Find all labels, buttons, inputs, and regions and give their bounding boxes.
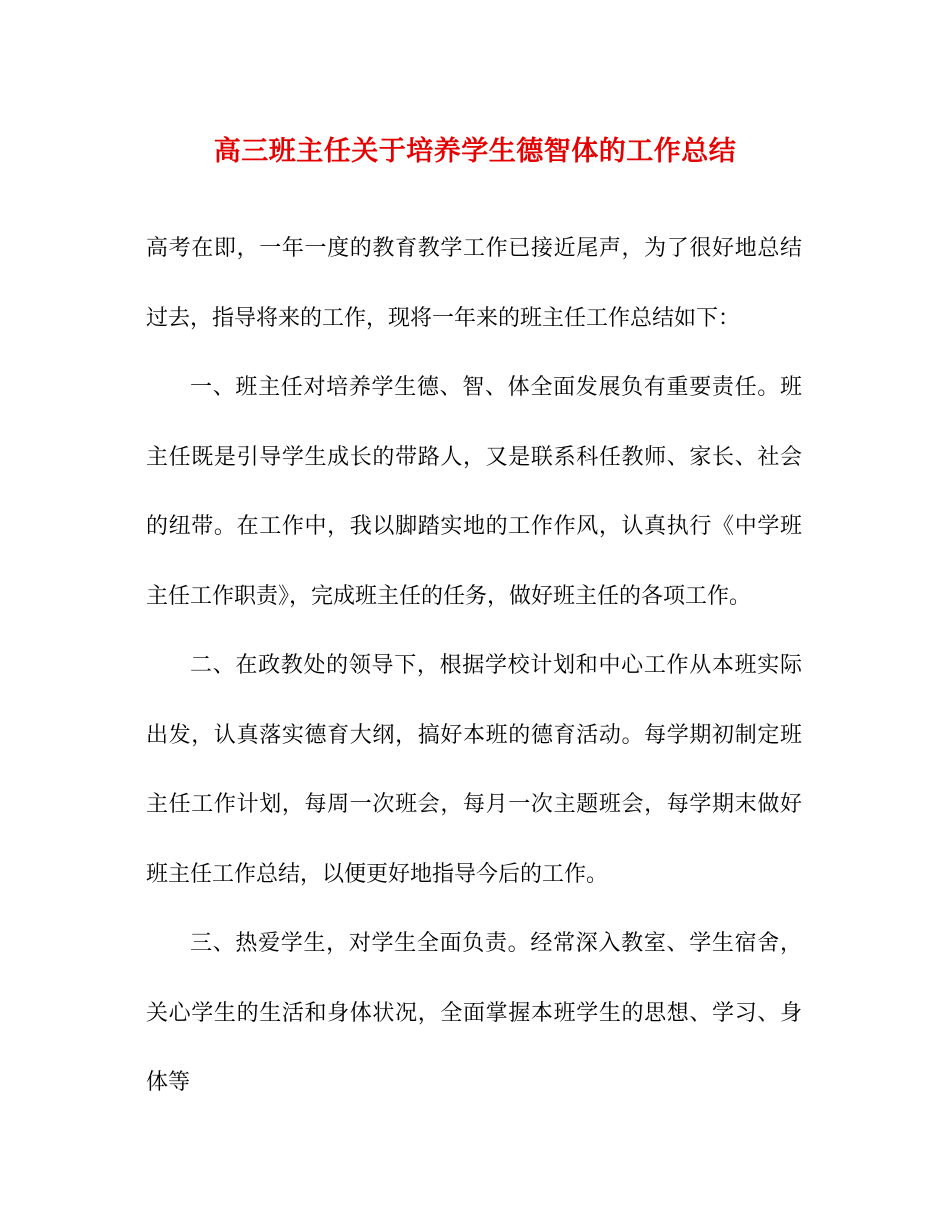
paragraph-section-2: 二、在政教处的领导下，根据学校计划和中心工作从本班实际出发，认真落实德育大纲，搞好本班的德育活动。每学期初制定班主任工作计划，每周一次班会，每月一次主题班会，每学期末做好班主任工作总结，以便更好地指导今后的工作。 — [146, 653, 802, 887]
paragraph-intro: 高考在即，一年一度的教育教学工作已接近尾声，为了很好地总结过去，指导将来的工作，现将一年来的班主任工作总结如下： — [146, 236, 802, 331]
document-body — [146, 214, 802, 1118]
paragraph-section-3: 三、热爱学生，对学生全面负责。经常深入教室、学生宿舍，关心学生的生活和身体状况，全面掌握本班学生的思想、学习、身体等 — [146, 931, 802, 1095]
document-title: 高三班主任关于培养学生德智体的工作总结 — [213, 136, 737, 167]
paragraph-section-1: 一、班主任对培养学生德、智、体全面发展负有重要责任。班主任既是引导学生成长的带路人，又是联系科任教师、家长、社会的纽带。在工作中，我以脚踏实地的工作作风，认真执行《中学班主任工作职责》，完成班主任的任务，做好班主任的各项工作。 — [146, 375, 802, 609]
